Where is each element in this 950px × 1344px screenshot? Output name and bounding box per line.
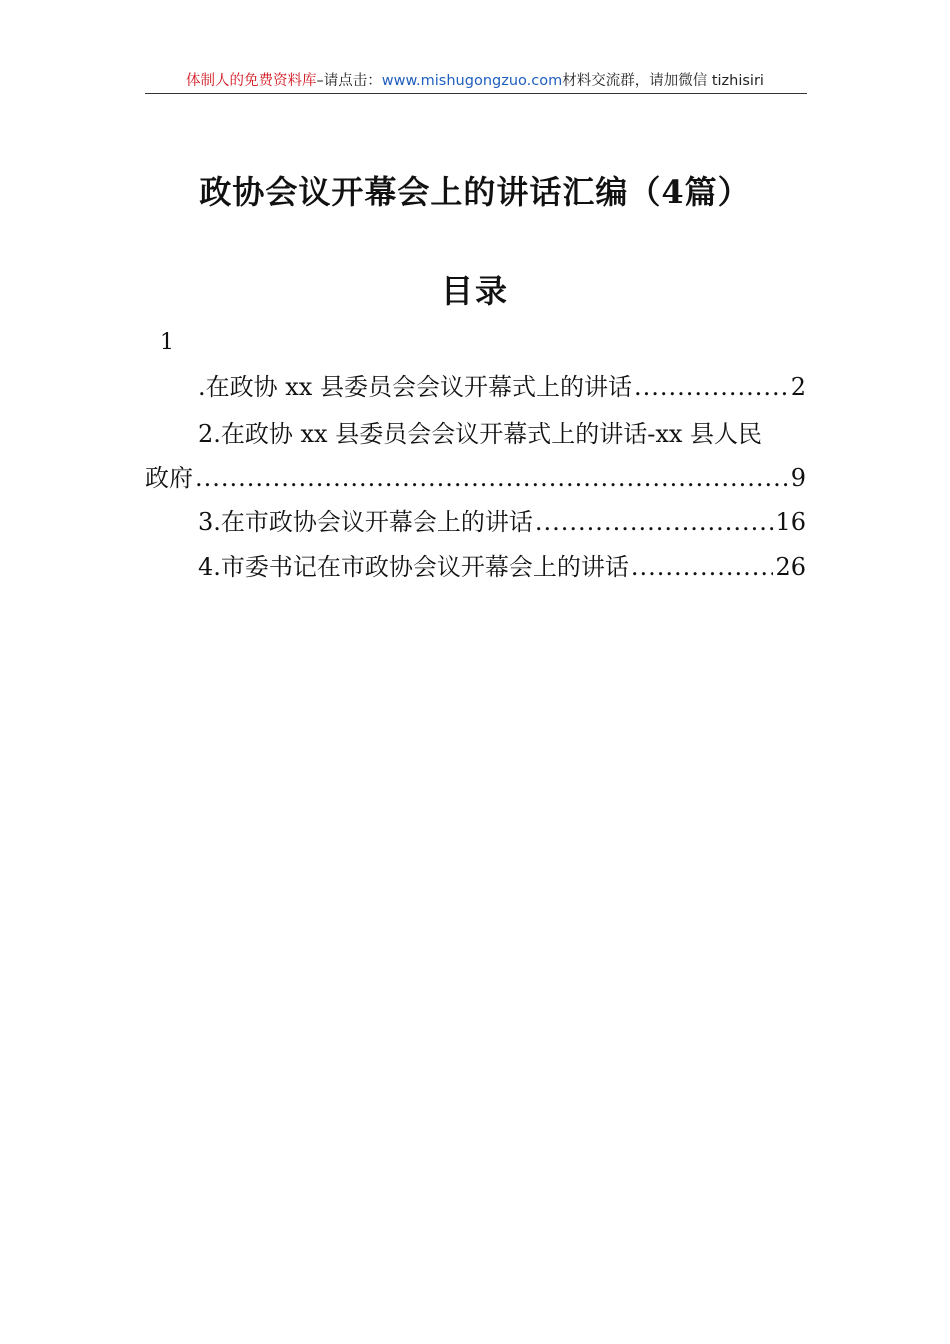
toc-entry-text: 4.市委书记在市政协会议开幕会上的讲话 (198, 553, 629, 581)
toc-leader-dots (634, 370, 789, 404)
toc-entry-text: 政府 (145, 464, 193, 492)
toc-entry-page: 2 (790, 373, 806, 401)
page-header (145, 70, 805, 92)
header-brand: 体制人的免费资料库 (186, 73, 317, 89)
document-title: 政协会议开幕会上的讲话汇编（4篇） (199, 173, 751, 211)
header-prompt: –请点击： (316, 73, 382, 89)
toc-heading: 目录 (440, 272, 509, 310)
toc-entry-text: .在政协 xx 县委员会会议开幕式上的讲话 (198, 373, 632, 401)
toc-entry-2-line1[interactable]: 2.在政协 xx 县委员会会议开幕式上的讲话-xx 县人民 (198, 420, 763, 448)
header-group-info: 材料交流群，请加微信 tizhisiri (562, 73, 764, 89)
toc-leader-dots (631, 550, 774, 584)
toc-entry-page: 9 (790, 464, 806, 492)
header-url-link[interactable]: www.mishugongzuo.com (381, 73, 563, 89)
toc-entry-text: 3.在市政协会议开幕会上的讲话 (198, 508, 533, 536)
toc-marker: 1 (160, 330, 174, 355)
toc-entry-page: 16 (775, 508, 806, 536)
toc-entry-1[interactable] (198, 370, 806, 404)
toc-entry-3[interactable] (198, 505, 806, 539)
toc-entry-page: 26 (775, 553, 806, 581)
toc-entry-2-line2[interactable] (145, 461, 806, 495)
toc-entry-4[interactable] (198, 550, 806, 584)
toc-leader-dots (535, 505, 774, 539)
toc-leader-dots (195, 461, 789, 495)
header-divider (145, 93, 807, 94)
